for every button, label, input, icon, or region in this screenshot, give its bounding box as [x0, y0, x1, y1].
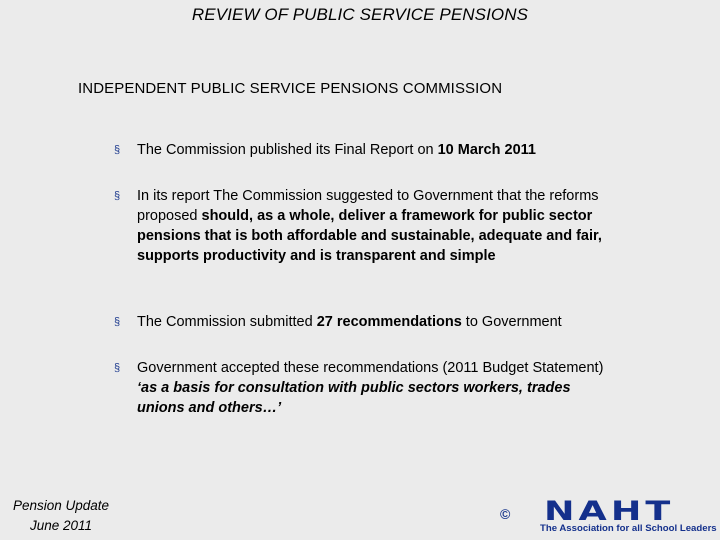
footer-label-line1: Pension Update: [12, 498, 110, 513]
bullet-marker-icon: §: [114, 316, 121, 328]
bullet-item: [114, 186, 604, 266]
footer-label: [5, 496, 117, 536]
logo-tagline: The Association for all School Leaders: [540, 523, 717, 534]
bullet-text-segment: 27 recommendations: [316, 314, 462, 330]
slide-title: REVIEW OF PUBLIC SERVICE PENSIONS: [191, 5, 529, 24]
bullet-text: [137, 358, 604, 418]
logo-wordmark: NAHT: [544, 496, 675, 527]
copyright-icon: ©: [500, 506, 511, 522]
bullet-text-segment: ‘as a basis for consultation with public sectors workers, trades unions and others…’: [137, 380, 571, 416]
bullet-text-segment: Government accepted these recommendations (2011 Budget Statement): [137, 360, 604, 376]
footer-label-line2: June 2011: [29, 518, 93, 533]
bullet-text: [137, 140, 604, 160]
bullet-text-segment: In its report The Commission suggested to Government that the reforms proposed: [137, 188, 599, 224]
naht-logo: [538, 496, 717, 536]
bullet-marker-icon: §: [114, 144, 121, 156]
bullet-marker-icon: §: [114, 362, 121, 374]
bullet-text-segment: 10 March 2011: [437, 142, 536, 158]
bullet-text-segment: to Government: [461, 314, 562, 330]
bullet-item: [114, 140, 604, 160]
bullet-item: [114, 312, 604, 332]
bullet-text: [137, 186, 604, 266]
bullet-text-segment: should, as a whole, deliver a framework for public sector pensions that is both affordable and sustainable, adequate and fair, supports productivity and is transparent and simple: [137, 208, 602, 264]
bullet-item: [114, 358, 604, 418]
slide-subtitle: INDEPENDENT PUBLIC SERVICE PENSIONS COMMISSION: [78, 80, 503, 97]
bullet-marker-icon: §: [114, 190, 121, 202]
bullet-text-segment: The Commission published its Final Report on: [137, 142, 438, 158]
bullet-text: [137, 312, 604, 332]
bullet-text-segment: The Commission submitted: [137, 314, 317, 330]
